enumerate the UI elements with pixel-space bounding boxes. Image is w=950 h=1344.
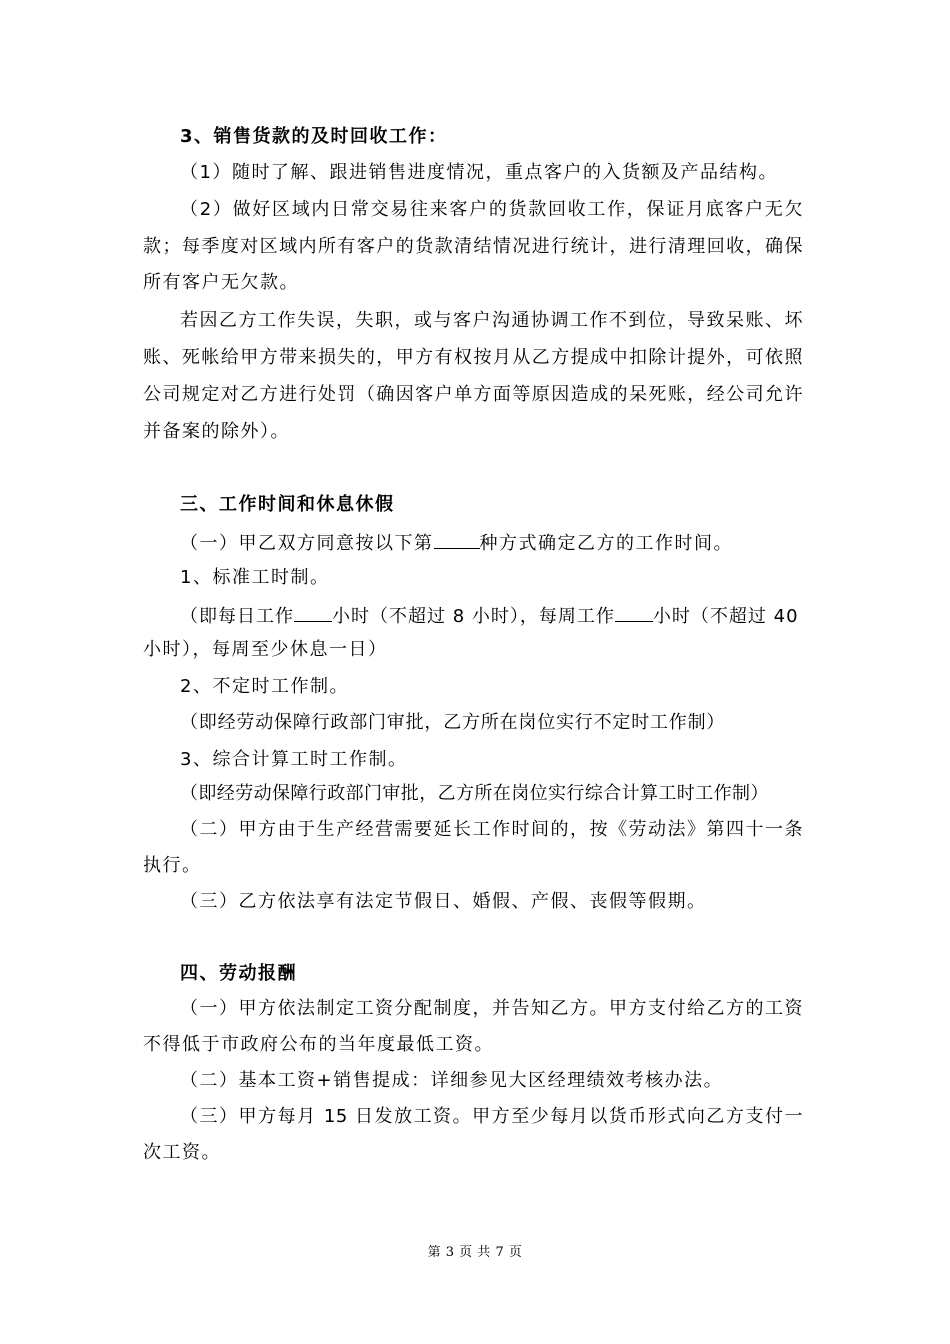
paragraph-1: （1）随时了解、跟进销售进度情况，重点客户的入货额及产品结构。	[180, 162, 778, 183]
overtime-line-2: 执行。	[143, 855, 202, 876]
overtime-line-1: （二）甲方由于生产经营需要延长工作时间的，按《劳动法》第四十一条	[180, 819, 803, 840]
payday-line-1: （三）甲方每月 15 日发放工资。甲方至少每月以货币形式向乙方支付一	[180, 1106, 803, 1127]
method-blank	[434, 531, 480, 549]
work-time-method-suffix: 种方式确定乙方的工作时间。	[479, 533, 733, 554]
standard-hours-part-a: （即每日工作	[180, 606, 294, 627]
section-three-title: 三、工作时间和休息休假	[180, 494, 395, 515]
payday-line-2: 次工资。	[143, 1142, 221, 1163]
wage-system-line-1: （一）甲方依法制定工资分配制度，并告知乙方。甲方支付给乙方的工资	[180, 998, 803, 1019]
wage-system-line-2: 不得低于市政府公布的当年度最低工资。	[143, 1034, 494, 1055]
weekly-hours-blank	[615, 604, 653, 622]
work-time-method-line	[180, 531, 733, 554]
section-four-title: 四、劳动报酬	[180, 963, 297, 984]
base-salary-paragraph: （二）基本工资+销售提成：详细参见大区经理绩效考核办法。	[180, 1070, 724, 1091]
comprehensive-hours-title: 3、综合计算工时工作制。	[180, 749, 408, 770]
section-3-title: 3、销售货款的及时回收工作：	[180, 126, 448, 147]
paragraph-3-line-1: 若因乙方工作失误，失职，或与客户沟通协调工作不到位，导致呆账、坏	[180, 310, 803, 331]
standard-hours-part-b: 小时（不超过 8 小时），每周工作	[332, 606, 615, 627]
page-footer: 第 3 页 共 7 页	[427, 1245, 523, 1260]
standard-hours-line-1	[180, 604, 803, 627]
standard-hours-line-2: 小时），每周至少休息一日）	[143, 639, 388, 660]
daily-hours-blank	[294, 604, 332, 622]
standard-hours-part-c: 小时（不超过 40	[652, 606, 799, 627]
flexible-hours-title: 2、不定时工作制。	[180, 676, 349, 697]
flexible-hours-desc: （即经劳动保障行政部门审批，乙方所在岗位实行不定时工作制）	[180, 712, 726, 733]
comprehensive-hours-desc: （即经劳动保障行政部门审批，乙方所在岗位实行综合计算工时工作制）	[180, 783, 769, 804]
paragraph-3-line-3: 公司规定对乙方进行处罚（确因客户单方面等原因造成的呆死账，经公司允许	[143, 384, 803, 405]
paragraph-2-line-2: 款；每季度对区域内所有客户的货款清结情况进行统计，进行清理回收，确保	[143, 236, 803, 257]
paragraph-3-line-2: 账、死帐给甲方带来损失的，甲方有权按月从乙方提成中扣除计提外，可依照	[143, 347, 803, 368]
standard-hours-title: 1、标准工时制。	[180, 567, 330, 588]
paragraph-2-line-1: （2）做好区域内日常交易往来客户的货款回收工作，保证月底客户无欠	[180, 199, 803, 220]
paragraph-2-line-3: 所有客户无欠款。	[143, 272, 299, 293]
work-time-method-prefix: （一）甲乙双方同意按以下第	[180, 533, 434, 554]
paragraph-3-line-4: 并备案的除外）。	[143, 421, 290, 442]
holiday-paragraph: （三）乙方依法享有法定节假日、婚假、产假、丧假等假期。	[180, 891, 707, 912]
